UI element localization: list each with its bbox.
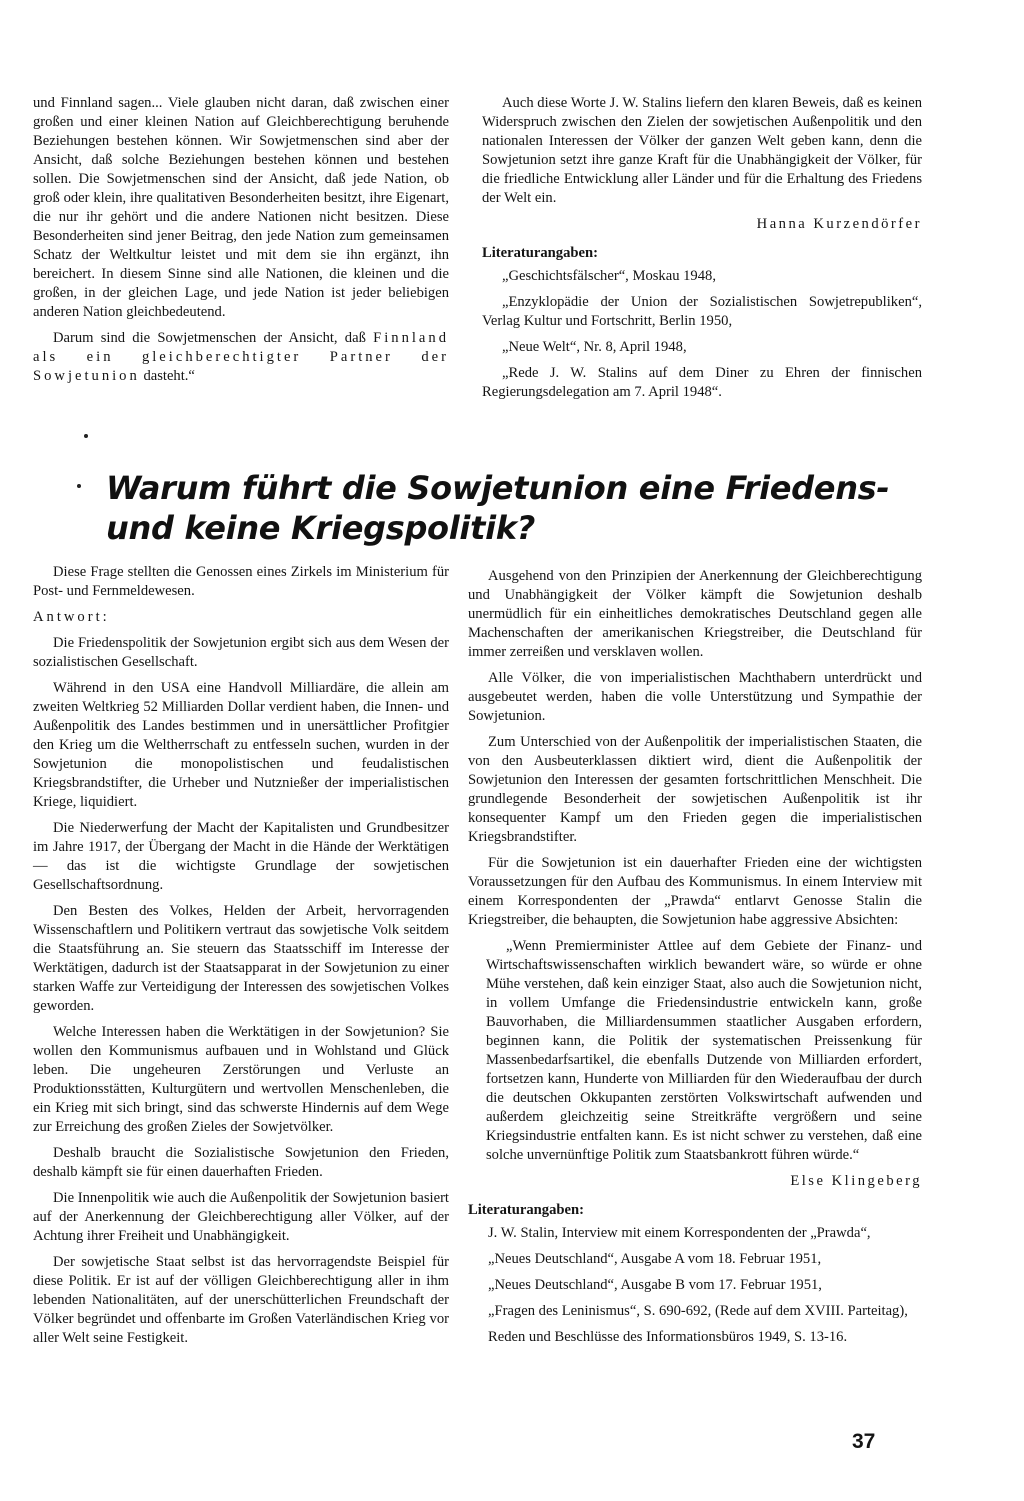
author-signature: Hanna Kurzendörfer <box>756 216 922 232</box>
print-mark <box>84 434 88 438</box>
answer-label: Antwort: <box>33 609 110 625</box>
literature-item: „Fragen des Leninismus“, S. 690-692, (Rede auf dem XVIII. Parteitag), <box>488 1303 908 1319</box>
closing-lead: Darum sind die Sowjetmenschen der Ansicht, daß <box>53 330 366 346</box>
paragraph: Die Friedenspolitik der Sowjetunion ergibt sich aus dem Wesen der sozialistischen Gesellschaft. <box>33 635 449 670</box>
paragraph: Welche Interessen haben die Werktätigen in der Sowjetunion? Sie wollen den Kommunismus aufbauen und in Wohlstand und Glück leben. Die ungeheuren Zerstörungen und Verluste an Produktionsstätten, Kulturgütern und wertvollen Menschenleben, die ein Krieg mit sich bringt, sind das schwerste Hindernis auf dem Wege zur Erreichung des großen Zieles der Sowjetvölker. <box>33 1024 449 1135</box>
paragraph: Den Besten des Volkes, Helden der Arbeit, hervorragenden Wissenschaftlern und Politikern vertraut das sowjetische Volk seitdem die Staatsführung an. Sie steuern das Staatsschiff im Interesse der Werktätigen, dadurch ist der Staatsapparat in der Sowjetunion zu einer starken Waffe zur Verteidigung der Interessen des sowjetischen Volkes geworden. <box>33 903 449 1014</box>
paragraph: Während in den USA eine Handvoll Milliardäre, die allein am zweiten Weltkrieg 52 Milliarden Dollar verdient haben, die Innen- und Außenpolitik des Landes bestimmen und in unersättlicher Profitgier den Krieg um die Weltherrschaft zu entfesseln suchen, wurden in der Sowjetunion die monopolistischen und feudalistischen Kriegsbrandstifter, die Urheber und Nutznießer der imperialistischen Kriege, liquidiert. <box>33 680 449 810</box>
author-signature: Else Klingeberg <box>790 1173 922 1189</box>
literature-item: „Geschichtsfälscher“, Moskau 1948, <box>502 268 716 284</box>
literature-heading: Literaturangaben: <box>468 1202 584 1218</box>
literature-item: „Neue Welt“, Nr. 8, April 1948, <box>502 339 687 355</box>
literature-item: J. W. Stalin, Interview mit einem Korrespondenten der „Prawda“, <box>488 1225 871 1241</box>
paragraph: Auch diese Worte J. W. Stalins liefern den klaren Beweis, daß es keinen Widerspruch zwischen den Zielen der sowjetischen Außenpolitik und den nationalen Interessen der Völker der ganzen Welt geben kann, denn die Sowjetunion setzt ihre ganze Kraft für die Unabhängigkeit der Völker, für die friedliche Entwicklung aller Länder und für die Erhaltung des Friedens der Welt ein. <box>482 95 922 206</box>
literature-item: „Rede J. W. Stalins auf dem Diner zu Ehren der finnischen Regierungsdelegation am 7. April 1948“. <box>482 365 922 400</box>
print-mark <box>77 484 81 488</box>
quote-paragraph: „Wenn Premierminister Attlee auf dem Gebiete der Finanz- und Wirtschaftswissenschaften wirklich bewandert wäre, so würde er ohne Mühe verstehen, daß kein einziger Staat, also auch die Sowjetunion nicht, in vollem Umfange die Friedensindustrie entwickeln kann, große Bauvorhaben, die Milliardensummen staatlicher Ausgaben erfordern, beginnen kann, die Politik der systematischen Preissenkung für Massenbedarfsartikel, die ebenfalls Dutzende von Milliarden erfordert, fortsetzen kann, Hunderte von Milliarden für den Wiederaufbau der durch die deutschen Okkupanten zerstörten Volkswirtschaft aufwenden und außerdem gleichzeitig seine Streitkräfte vergrößern und seine Kriegsindustrie entfalten kann. Es ist nicht schwer zu verstehen, daß eine solche unvernünftige Politik zum Staatsbankrott führen würde.“ <box>486 938 922 1163</box>
top-right-column <box>482 94 922 409</box>
paragraph: Die Innenpolitik wie auch die Außenpolitik der Sowjetunion basiert auf der Anerkennung der Gleichberechtigung aller Völker, auf der Achtung ihrer Freiheit und Unabhängigkeit. <box>33 1190 449 1244</box>
paragraph: und Finnland sagen... Viele glauben nicht daran, daß zwischen einer großen und einer kleinen Nation auf Gleichberechtigung beruhende Beziehungen bestehen können. Wir Sowjetmenschen sind aber der Ansicht, daß solche Beziehungen bestehen können und bestehen sollen. Die Sowjetmenschen sind der Ansicht, daß jede Nation, ob groß oder klein, ihre qualitativen Besonderheiten besitzt, ihre Eigenart, die nur ihr gehört und die andere Nationen nicht besitzen. Diese Besonderheiten sind jener Beitrag, den jede Nation zum gemeinsamen Schatz der Weltkultur leistet und mit dem sie ihn ergänzt, ihn bereichert. In diesem Sinne sind alle Nationen, die kleinen und die großen, in der gleichen Lage, und jede Nation ist jeder beliebigen anderen Nation gleichbedeutend. <box>33 95 449 320</box>
paragraph: Der sowjetische Staat selbst ist das hervorragendste Beispiel für diese Politik. Er ist auf der völligen Gleichberechtigung aller in ihm lebenden Nationalitäten, auf der unerschütterlichen Freundschaft der Völker begründet und offenbarte im Großen Vaterländischen Krieg vor aller Welt seine Festigkeit. <box>33 1254 449 1346</box>
closing-paragraph <box>33 329 449 386</box>
closing-tail: dasteht.“ <box>143 368 195 384</box>
paragraph: Alle Völker, die von imperialistischen Machthabern unterdrückt und ausgebeutet werden, haben die volle Unterstützung und Sympathie der Sowjetunion. <box>468 670 922 724</box>
closing-spaced-text: Finnland als ein gleichberechtigter Partner der Sowjetunion <box>33 330 449 384</box>
headline-line-2: und keine Kriegspolitik? <box>106 509 535 547</box>
literature-item: „Enzyklopädie der Union der Sozialistischen Sowjetrepubliken“, Verlag Kultur und Fortschritt, Berlin 1950, <box>482 294 922 329</box>
intro-paragraph: Diese Frage stellten die Genossen eines Zirkels im Ministerium für Post- und Fernmeldewesen. <box>33 564 449 599</box>
literature-heading: Literaturangaben: <box>482 245 598 261</box>
bottom-right-column <box>468 567 922 1354</box>
paragraph: Ausgehend von den Prinzipien der Anerkennung der Gleichberechtigung und Unabhängigkeit der Völker kämpft die Sowjetunion deshalb unermüdlich für ein einheitliches demokratisches Deutschland gegen alle Machenschaften der amerikanischen Kriegstreiber, die Deutschland für immer zerreißen und versklaven wollen. <box>468 568 922 660</box>
literature-item: „Neues Deutschland“, Ausgabe A vom 18. Februar 1951, <box>488 1251 822 1267</box>
paragraph: Deshalb braucht die Sozialistische Sowjetunion den Frieden, deshalb kämpft sie für einen dauerhaften Frieden. <box>33 1145 449 1180</box>
article-headline <box>106 468 890 548</box>
paragraph: Die Niederwerfung der Macht der Kapitalisten und Grundbesitzer im Jahre 1917, der Übergang der Macht in die Hände der Werktätigen — das ist die wichtigste Grundlage der sowjetischen Gesellschaftsordnung. <box>33 820 449 893</box>
paragraph: Zum Unterschied von der Außenpolitik der imperialistischen Staaten, die von den Ausbeuterklassen diktiert wird, dient die Außenpolitik der Sowjetunion den Interessen der gesamten fortschrittlichen Menschheit. Die grundlegende Besonderheit der sowjetischen Außenpolitik ist ihr konsequenter Kampf um den Frieden gegen die imperialistischen Kriegsbrandstifter. <box>468 734 922 845</box>
bottom-left-column <box>33 563 449 1355</box>
literature-item: Reden und Beschlüsse des Informationsbüros 1949, S. 13-16. <box>488 1329 848 1345</box>
literature-item: „Neues Deutschland“, Ausgabe B vom 17. Februar 1951, <box>488 1277 822 1293</box>
page-number: 37 <box>852 1430 876 1453</box>
top-left-column <box>33 94 449 393</box>
paragraph: Für die Sowjetunion ist ein dauerhafter Frieden eine der wichtigsten Voraussetzungen für den Aufbau des Kommunismus. In einem Interview mit einem Korrespondenten der „Prawda“ entlarvt Genosse Stalin die Kriegstreiber, die behaupten, die Sowjetunion habe aggressive Absichten: <box>468 855 922 928</box>
headline-line-1: Warum führt die Sowjetunion eine Friedens- <box>106 469 890 507</box>
